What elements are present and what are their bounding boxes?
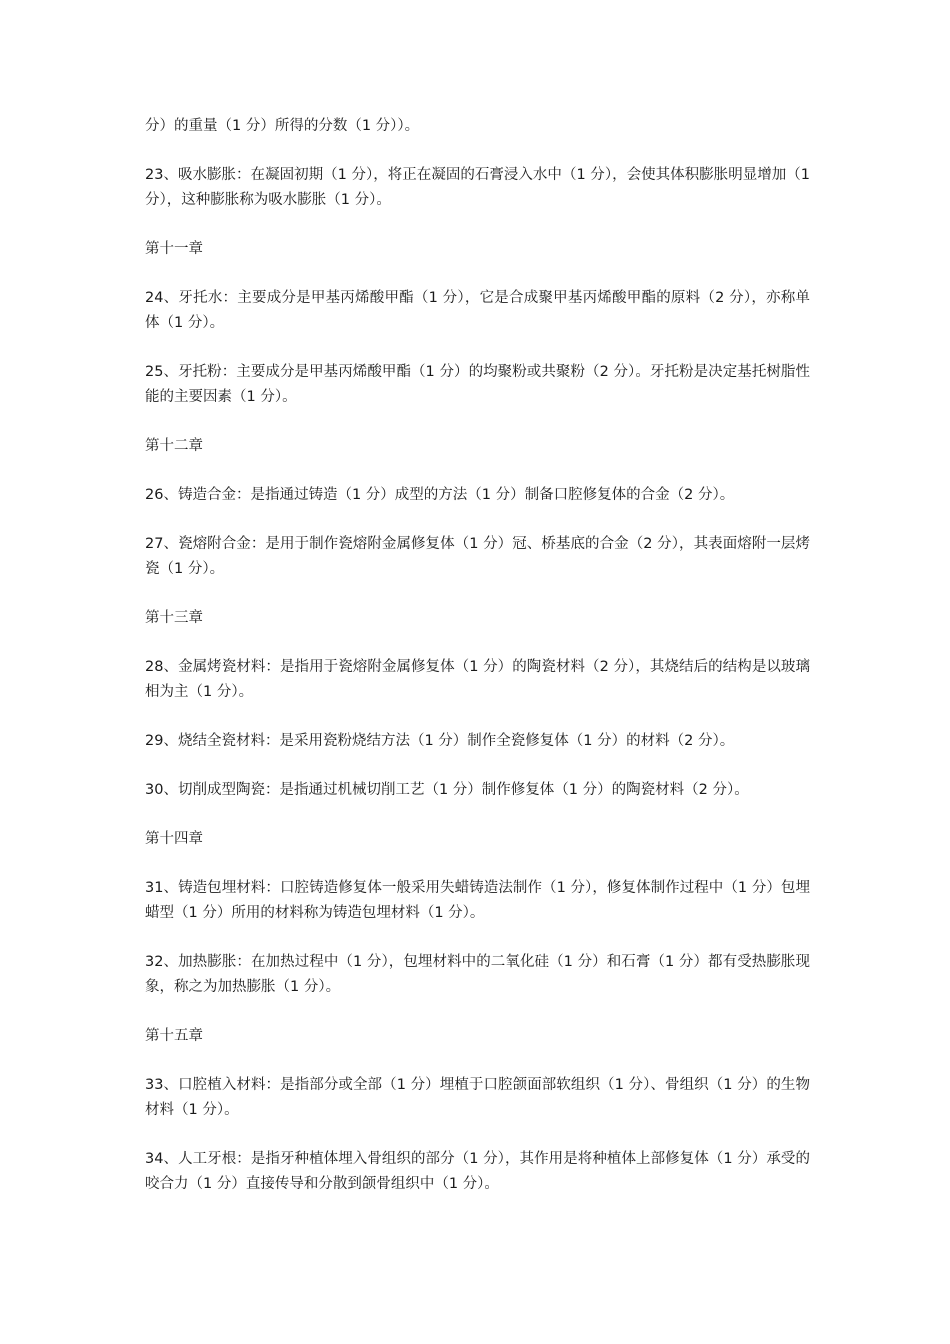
paragraph-item-25: 25、牙托粉：主要成分是甲基丙烯酸甲酯（1 分）的均聚粉或共聚粉（2 分）。牙托粉是决定基托树脂性能的主要因素（1 分）。: [145, 364, 810, 405]
paragraph-item-32: 32、加热膨胀：在加热过程中（1 分），包埋材料中的二氧化硅（1 分）和石膏（1 分）都有受热膨胀现象，称之为加热膨胀（1 分）。: [145, 954, 810, 995]
paragraph-item-29: 29、烧结全瓷材料：是采用瓷粉烧结方法（1 分）制作全瓷修复体（1 分）的材料（2 分）。: [145, 733, 735, 749]
paragraph-item-23: 23、吸水膨胀：在凝固初期（1 分），将正在凝固的石膏浸入水中（1 分），会使其体积膨胀明显增加（1 分），这种膨胀称为吸水膨胀（1 分）。: [145, 167, 810, 208]
paragraph-item-30: 30、切削成型陶瓷：是指通过机械切削工艺（1 分）制作修复体（1 分）的陶瓷材料（2 分）。: [145, 782, 749, 798]
paragraph-item-31: 31、铸造包埋材料：口腔铸造修复体一般采用失蜡铸造法制作（1 分），修复体制作过程中（1 分）包埋蜡型（1 分）所用的材料称为铸造包埋材料（1 分）。: [145, 880, 810, 921]
paragraph-item-28: 28、金属烤瓷材料：是指用于瓷熔附金属修复体（1 分）的陶瓷材料（2 分），其烧结后的结构是以玻璃相为主（1 分）。: [145, 659, 810, 700]
paragraph-item-24: 24、牙托水：主要成分是甲基丙烯酸甲酯（1 分），它是合成聚甲基丙烯酸甲酯的原料（2 分），亦称单体（1 分）。: [145, 290, 810, 331]
chapter-heading-12: 第十二章: [145, 438, 203, 454]
paragraph-continuation: 分）的重量（1 分）所得的分数（1 分））。: [145, 118, 420, 134]
chapter-heading-13: 第十三章: [145, 610, 203, 626]
chapter-heading-15: 第十五章: [145, 1028, 203, 1044]
paragraph-item-33: 33、口腔植入材料：是指部分或全部（1 分）埋植于口腔颌面部软组织（1 分）、骨组织（1 分）的生物材料（1 分）。: [145, 1077, 810, 1118]
paragraph-item-34: 34、人工牙根：是指牙种植体埋入骨组织的部分（1 分），其作用是将种植体上部修复体（1 分）承受的咬合力（1 分）直接传导和分散到颌骨组织中（1 分）。: [145, 1151, 810, 1192]
chapter-heading-11: 第十一章: [145, 241, 203, 257]
paragraph-item-27: 27、瓷熔附合金：是用于制作瓷熔附金属修复体（1 分）冠、桥基底的合金（2 分），其表面熔附一层烤瓷（1 分）。: [145, 536, 810, 577]
document-page: [145, 114, 810, 1221]
paragraph-item-26: 26、铸造合金：是指通过铸造（1 分）成型的方法（1 分）制备口腔修复体的合金（2 分）。: [145, 487, 735, 503]
chapter-heading-14: 第十四章: [145, 831, 203, 847]
